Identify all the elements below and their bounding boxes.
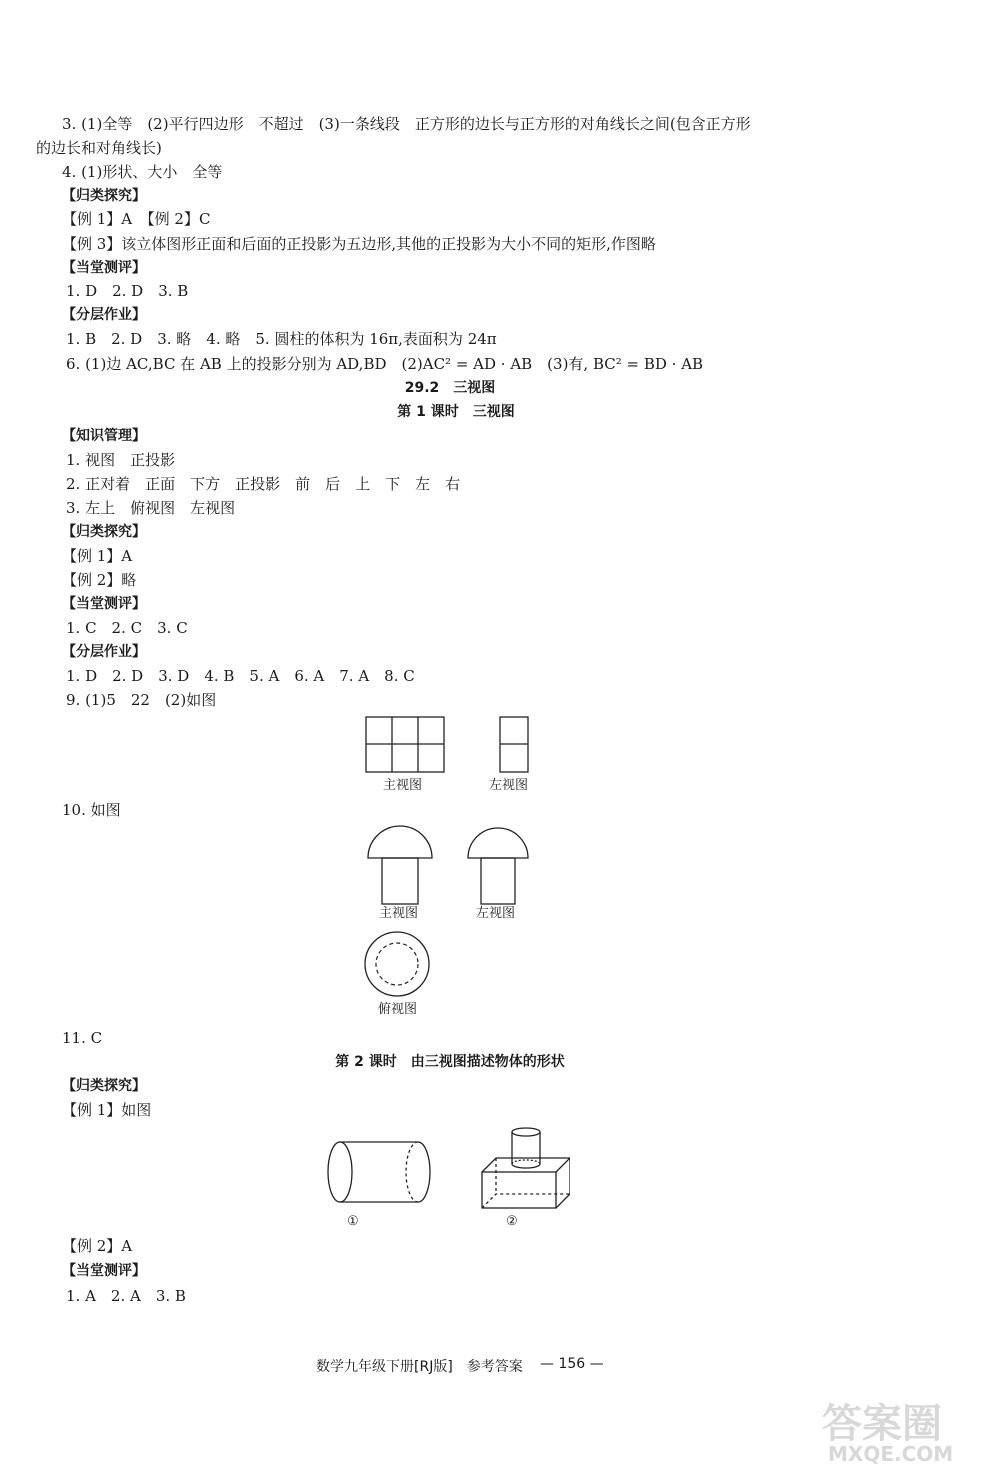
answer-line: 【例 3】该立体图形正面和后面的正投影为五边形,其他的正投影为大小不同的矩形,作图略 [62, 235, 656, 253]
section-heading: 【归类探究】 [62, 188, 146, 204]
figure-caption: 左视图 [489, 778, 529, 793]
section-heading: 【分层作业】 [62, 644, 146, 660]
figure-caption: ② [506, 1214, 518, 1229]
q9-views-figure [360, 712, 540, 776]
answer-line: 1. D 2. D 3. D 4. B 5. A 6. A 7. A 8. C [66, 667, 415, 685]
figure-caption: 俯视图 [378, 1002, 418, 1017]
answer-line: 4. (1)形状、大小 全等 [62, 163, 223, 181]
figure-caption: ① [347, 1214, 359, 1229]
section-heading: 【当堂测评】 [62, 1263, 146, 1279]
section-heading: 【当堂测评】 [62, 596, 146, 612]
q10-front-view [368, 826, 432, 904]
figure-caption: 左视图 [476, 906, 516, 921]
cylinder-figure [328, 1142, 430, 1202]
answer-line: 【例 1】A 【例 2】C [62, 210, 211, 228]
answer-line: 【例 1】A [62, 547, 133, 565]
answer-line: 2. 正对着 正面 下方 正投影 前 后 上 下 左 右 [66, 475, 461, 493]
page-number: — 156 — [540, 1356, 604, 1372]
footer-book-title: 数学九年级下册[RJ版] 参考答案 [316, 1359, 523, 1375]
answer-line: 11. C [62, 1029, 103, 1047]
answer-line: 1. C 2. C 3. C [66, 619, 188, 637]
answer-line: 9. (1)5 22 (2)如图 [66, 691, 217, 709]
example1-figures [320, 1122, 570, 1214]
section-title: 29.2 三视图 [404, 380, 496, 396]
section-heading: 【归类探究】 [62, 524, 146, 540]
answer-line: 1. 视图 正投影 [66, 451, 176, 469]
answer-line: 1. A 2. A 3. B [66, 1287, 186, 1305]
answer-line: 1. B 2. D 3. 略 4. 略 5. 圆柱的体积为 16π,表面积为 24π [66, 330, 497, 348]
answer-line: 10. 如图 [62, 801, 121, 819]
lesson-title: 第 2 课时 由三视图描述物体的形状 [335, 1054, 565, 1070]
watermark-logo: 答案圈 [822, 1401, 942, 1447]
lesson-title: 第 1 课时 三视图 [397, 404, 515, 420]
prism-with-cylinder-figure [482, 1128, 570, 1208]
watermark-url: MXQE.COM [828, 1442, 954, 1466]
answer-line: 3. 左上 俯视图 左视图 [66, 499, 236, 517]
section-heading: 【当堂测评】 [62, 260, 146, 276]
answer-line: 【例 2】A [62, 1237, 133, 1255]
answer-line: 1. D 2. D 3. B [66, 282, 189, 300]
section-heading: 【分层作业】 [62, 307, 146, 323]
answer-line: 【例 2】略 [62, 571, 137, 589]
answer-line: 的边长和对角线长) [36, 139, 162, 157]
section-heading: 【归类探究】 [62, 1078, 146, 1094]
figure-caption: 主视图 [379, 906, 419, 921]
q10-left-view [468, 828, 528, 904]
section-heading: 【知识管理】 [62, 428, 146, 444]
answer-line: 3. (1)全等 (2)平行四边形 不超过 (3)一条线段 正方形的边长与正方形的对角线长之间(包含正方形 [62, 115, 751, 133]
answer-line: 6. (1)边 AC,BC 在 AB 上的投影分别为 AD,BD (2)AC² = AD · AB (3)有, BC² = BD · AB [66, 355, 704, 373]
figure-caption: 主视图 [383, 778, 423, 793]
q10-top-view [360, 930, 440, 1000]
answer-line: 【例 1】如图 [62, 1101, 152, 1119]
q10-views-figure [360, 818, 530, 908]
